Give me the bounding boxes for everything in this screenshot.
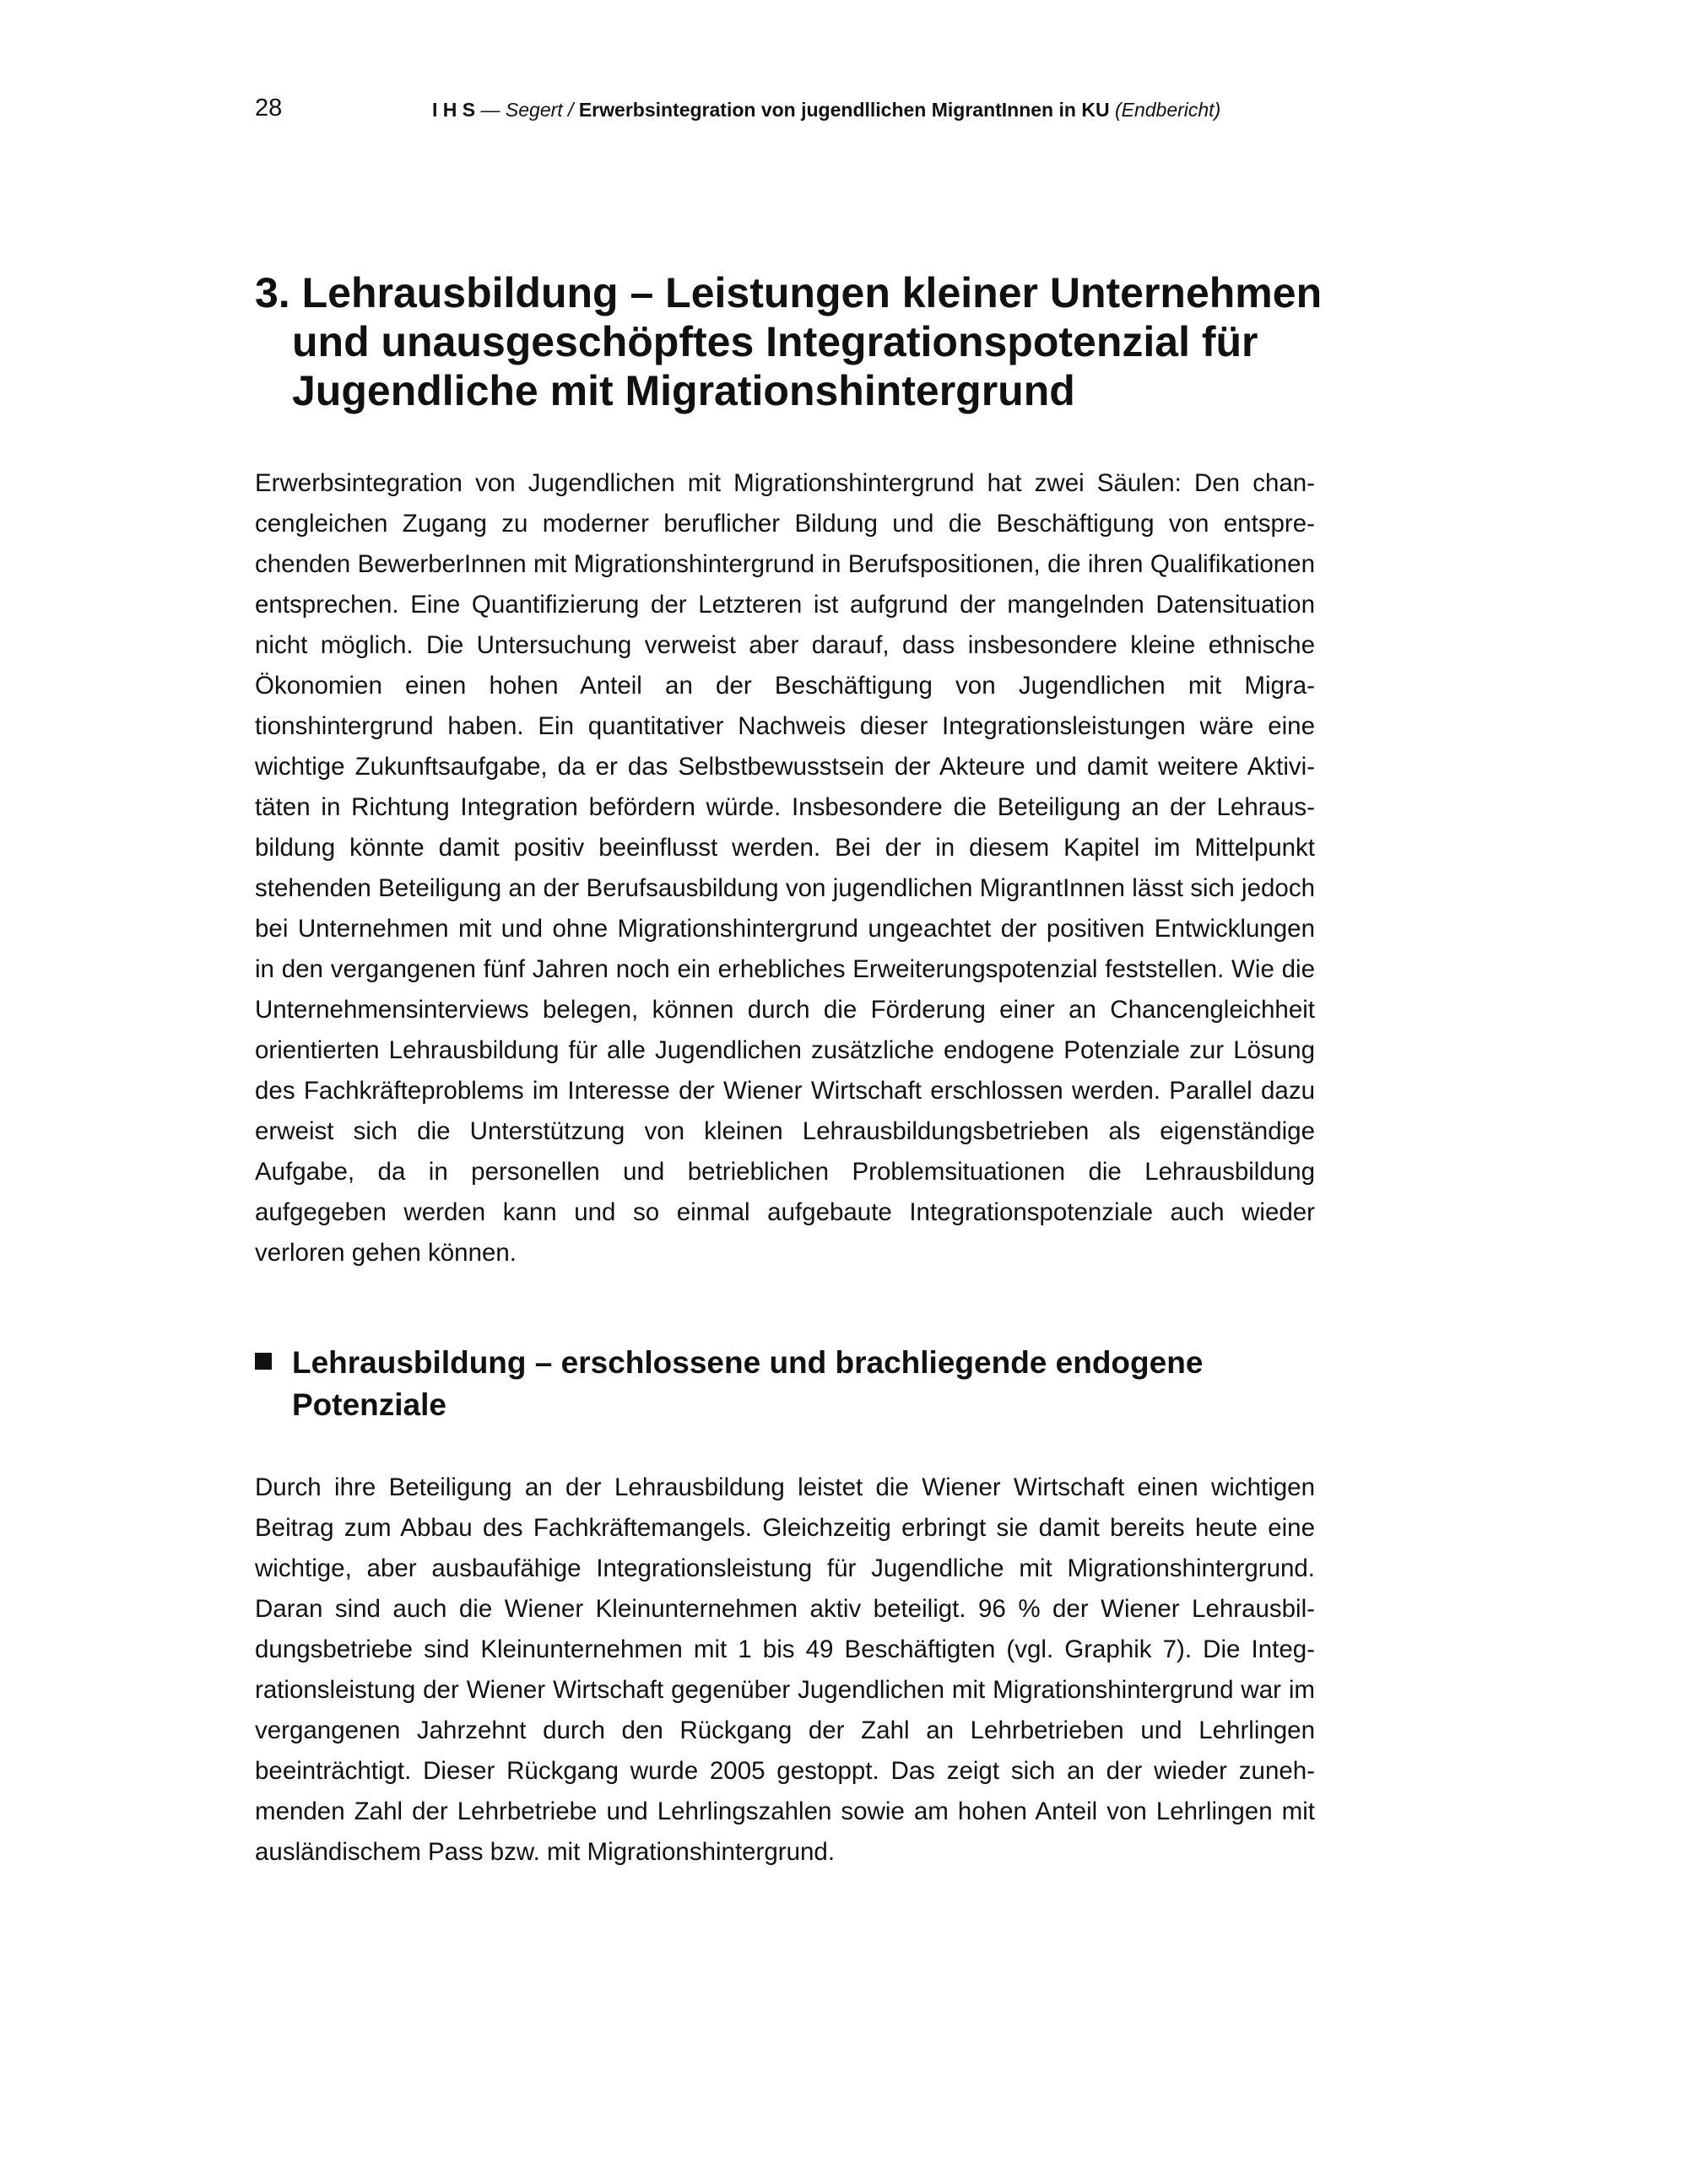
header-org: I H S (432, 99, 476, 121)
section-heading-line-2: Potenziale (292, 1387, 446, 1422)
header-label: (Endbericht) (1109, 99, 1221, 121)
body-paragraph: Durch ihre Beteiligung an der Lehrausbildung leistet die Wiener Wirtschaft einen wichtigen Beitrag zum Abbau des Fachkräftemangels. Gleichzeitig erbringt sie damit bereits heute eine wichtige, aber ausbaufähige Integrationsleistung für Jugendliche mit Migrationshintergrund. Daran sind auch die Wiener Kleinunternehmen aktiv beteiligt. 96 % der Wiener Lehrausbildungsbetriebe sind Kleinunternehmen mit 1 bis 49 Beschäftigten (vgl. Graphik 7). Die Integrationsleistung der Wiener Wirtschaft gegenüber Jugendlichen mit Migrationshintergrund war im vergangenen Jahrzehnt durch den Rückgang der Zahl an Lehrbetrieben und Lehrlingen beeinträchtigt. Dieser Rückgang wurde 2005 gestoppt. Das zeigt sich an der wieder zunehmenden Zahl der Lehrbetriebe und Lehrlingszahlen sowie am hohen Anteil von Lehrlingen mit ausländischem Pass bzw. mit Migrationshintergrund. (255, 1473, 1315, 1866)
running-header (432, 97, 1276, 122)
section-heading (255, 1342, 1318, 1426)
body-paragraph: Erwerbsintegration von Jugendlichen mit Migrationshintergrund hat zwei Säulen: Den chancengleichen Zugang zu moderner beruflicher Bildung und die Beschäftigung von entsprechenden BewerberInnen mit Migrationshintergrund in Berufspositionen, die ihren Qualifikationen entsprechen. Eine Quantifizierung der Letzteren ist aufgrund der mangelnden Datensituation nicht möglich. Die Untersuchung verweist aber darauf, dass insbesondere kleine ethnische Ökonomien einen hohen Anteil an der Beschäftigung von Jugendlichen mit Migrationshintergrund haben. Ein quantitativer Nachweis dieser Integrationsleistungen wäre eine wichtige Zukunftsaufgabe, da er das Selbstbewusstsein der Akteure und damit weitere Aktivitäten in Richtung Integration befördern würde. Insbesondere die Beteiligung an der Lehrausbildung könnte damit positiv beeinflusst werden. Bei der in diesem Kapitel im Mittelpunkt stehenden Beteiligung an der Berufsausbildung von jugendlichen MigrantInnen lässt sich jedoch bei Unternehmen mit und ohne Migrationshintergrund ungeachtet der positiven Entwicklungen in den vergangenen fünf Jahren noch ein erhebliches Erweiterungspotenzial feststellen. Wie die Unternehmensinterviews belegen, können durch die Förderung einer an Chancengleichheit orientierten Lehrausbildung für alle Jugendlichen zusätzliche endogene Potenziale zur Lösung des Fachkräfteproblems im Interesse der Wiener Wirtschaft erschlossen werden. Parallel dazu erweist sich die Unterstützung von kleinen Lehrausbildungsbetrieben als eigenständige Aufgabe, da in personellen und betrieblichen Problemsituationen die Lehrausbildung aufgegeben werden kann und so einmal aufgebaute Integrationspotenziale auch wieder verloren gehen können. (255, 469, 1315, 1267)
page-number: 28 (255, 95, 283, 122)
header-author: Segert / (505, 99, 579, 121)
chapter-title-line-3: Jugendliche mit Migrationshintergrund (292, 367, 1075, 414)
chapter-title-line-2: und unausgeschöpftes Integrationspotenzial für (292, 318, 1258, 365)
chapter-title (255, 268, 1369, 415)
header-dash: — (475, 99, 506, 121)
header-title: Erwerbsintegration von jugendllichen MigrantInnen in KU (578, 99, 1110, 121)
chapter-title-line-1: 3. Lehrausbildung – Leistungen kleiner Unternehmen (255, 269, 1323, 316)
square-bullet-icon (255, 1353, 272, 1370)
section-heading-line-1: Lehrausbildung – erschlossene und brachliegende endogene (292, 1345, 1204, 1380)
